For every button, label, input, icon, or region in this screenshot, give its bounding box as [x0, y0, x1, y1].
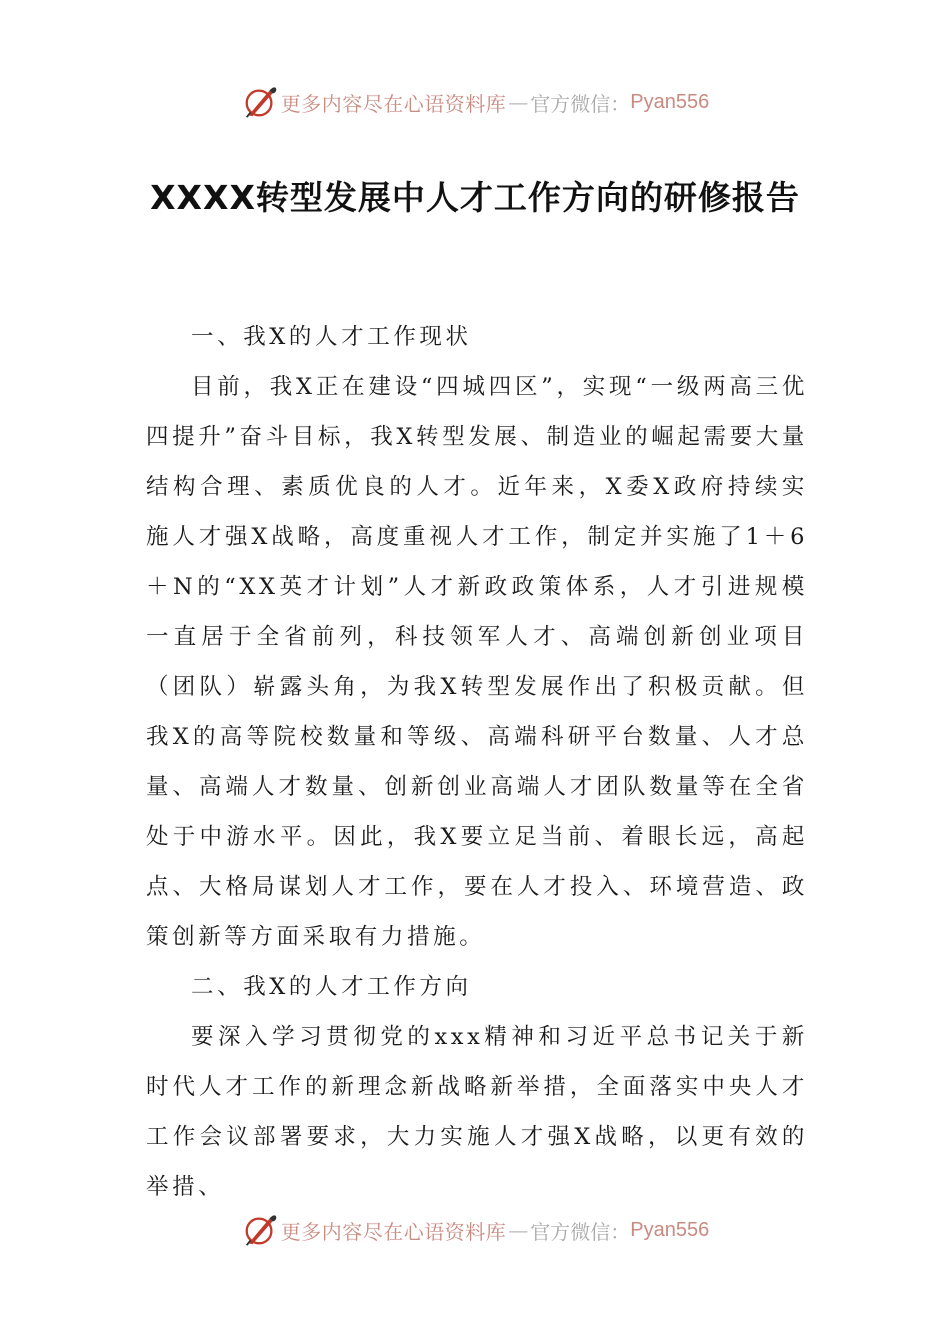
- document-body: [146, 312, 808, 1212]
- footer-banner: [0, 1210, 950, 1250]
- banner-wechat-label: 官方微信：: [530, 91, 631, 116]
- body-paragraph-1: 目前，我X正在建设“四城四区”，实现“一级两高三优四提升”奋斗目标，我X转型发展、制造业的崛起需要大量结构合理、素质优良的人才。近年来，X委X政府持续实施人才强X战略，高度重视人才工作，制定并实施了1＋6＋N的“XX英才计划”人才新政政策体系，人才引进规模一直居于全省前列，科技领军人才、高端创新创业项目（团队）崭露头角，为我X转型发展作出了积极贡献。但我X的高等院校数量和等级、高端科研平台数量、人才总量、高端人才数量、创新创业高端人才团队数量等在全省处于中游水平。因此，我X要立足当前、着眼长远，高起点、大格局谋划人才工作，要在人才投入、环境营造、政策创新等方面采取有力措施。: [146, 374, 808, 950]
- banner-wechat-label: 官方微信：: [530, 1219, 631, 1244]
- section-heading-2: 二、我X的人才工作方向: [191, 974, 472, 1000]
- body-paragraph-2: 要深入学习贯彻党的xxx精神和习近平总书记关于新时代人才工作的新理念新战略新举措，全面落实中央人才工作会议部署要求，大力实施人才强X战略，以更有效的举措、: [146, 1024, 808, 1200]
- banner-wechat-id: Pyan556: [630, 1218, 710, 1241]
- section-heading-1: 一、我X的人才工作现状: [191, 324, 472, 350]
- document-title: XXXX转型发展中人才工作方向的研修报告: [150, 178, 800, 217]
- banner-text: 更多内容尽在心语资料库: [280, 1219, 507, 1244]
- banner-wechat-id: Pyan556: [630, 90, 710, 113]
- header-banner: [0, 82, 950, 122]
- quill-pen-logo-icon: [241, 83, 279, 121]
- quill-pen-logo-icon: [241, 1211, 279, 1249]
- banner-separator: —: [508, 1218, 529, 1242]
- banner-separator: —: [508, 90, 529, 114]
- banner-text: 更多内容尽在心语资料库: [280, 91, 507, 116]
